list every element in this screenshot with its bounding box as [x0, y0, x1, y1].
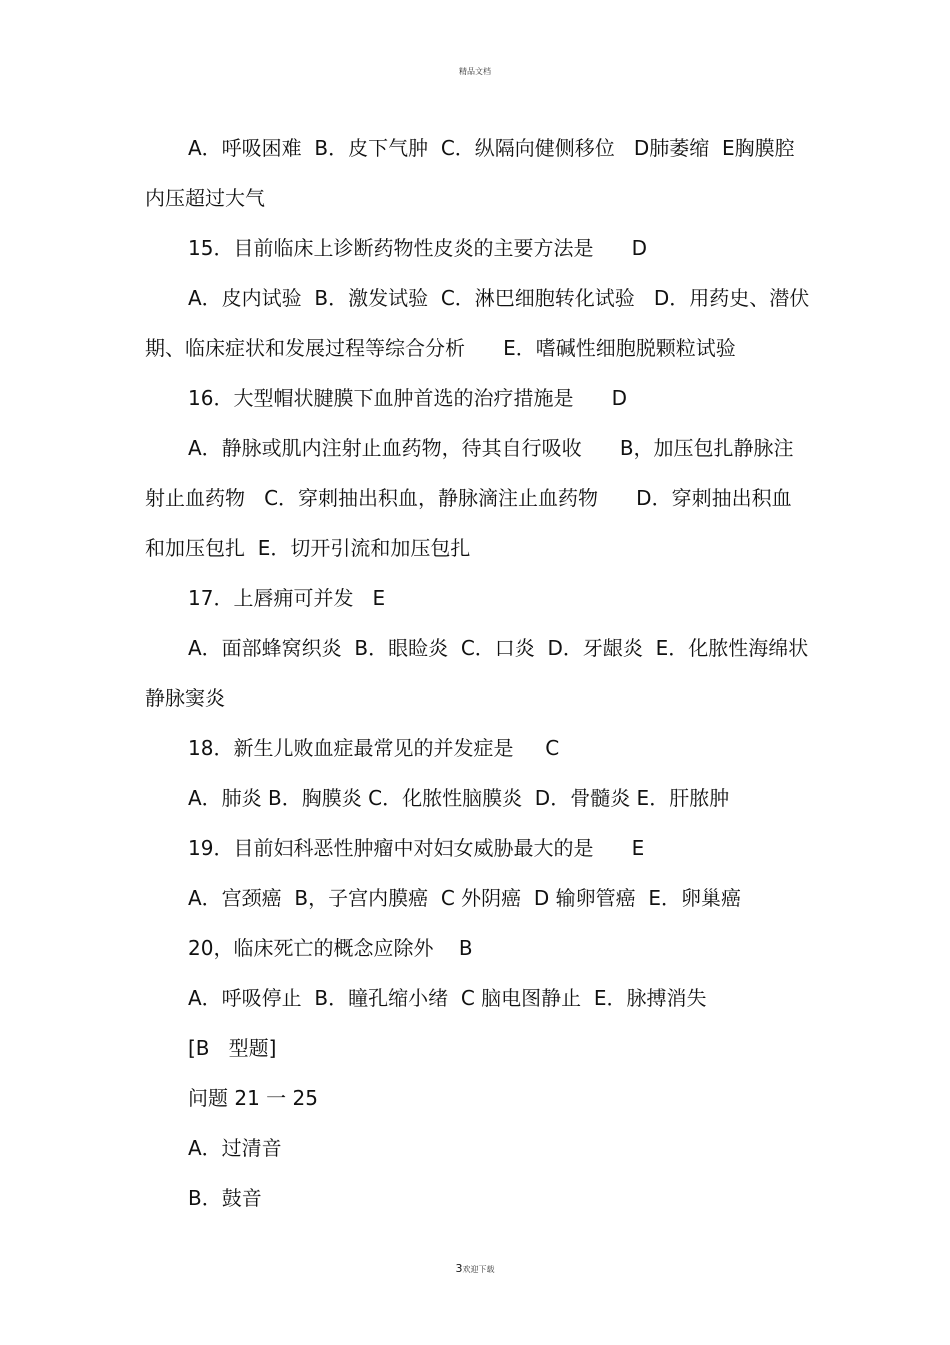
question-19-stem: 19．目前妇科恶性肿瘤中对妇女威胁最大的是 E — [188, 836, 645, 860]
question-group-heading: 问题 21 一 25 — [188, 1086, 318, 1110]
question-17-options: A．面部蜂窝织炎 B．眼睑炎 C．口炎 D．牙龈炎 E．化脓性海绵状静脉窦炎 — [145, 636, 809, 710]
question-18-options: A．肺炎 B．胸膜炎 C．化脓性脑膜炎 D．骨髓炎 E．肝脓肿 — [188, 786, 730, 810]
page-footer — [0, 1262, 950, 1275]
page-header: 精品文档 — [459, 67, 491, 76]
question-20-options: A．呼吸停止 B．瞳孔缩小绪 C 脑电图静止 E．脉搏消失 — [188, 986, 707, 1010]
question-16-stem: 16．大型帽状腱膜下血肿首选的治疗措施是 D — [188, 386, 627, 410]
question-19-options: A．宫颈癌 B，子宫内膜癌 C 外阴癌 D 输卵管癌 E．卵巢癌 — [188, 886, 741, 910]
section-heading-b-type: [B 型题] — [188, 1036, 277, 1060]
question-18-stem: 18．新生儿败血症最常见的并发症是 C — [188, 736, 560, 760]
question-14-options: A．呼吸困难 B．皮下气肿 C．纵隔向健侧移位 D肺萎缩 E胸膜腔内压超过大气 — [145, 136, 795, 210]
question-15-options: A．皮内试验 B．激发试验 C．淋巴细胞转化试验 D．用药史、潜伏期、临床症状和发展过程等综合分析 E．嗜碱性细胞脱颗粒试验 — [145, 286, 810, 360]
question-16-options: A．静脉或肌内注射止血药物，待其自行吸收 B，加压包扎静脉注射止血药物 C．穿刺抽出积血，静脉滴注止血药物 D．穿刺抽出积血和加压包扎 E．切开引流和加压包扎 — [145, 436, 794, 560]
document-body — [145, 123, 810, 1223]
question-20-stem: 20，临床死亡的概念应除外 B — [188, 936, 473, 960]
question-17-stem: 17．上唇痈可并发 E — [188, 586, 386, 610]
question-15-stem: 15．目前临床上诊断药物性皮炎的主要方法是 D — [188, 236, 647, 260]
footer-text: 欢迎下载 — [462, 1265, 495, 1274]
shared-option-a: A．过清音 — [188, 1136, 282, 1160]
page-number: 3 — [455, 1262, 463, 1275]
shared-option-b: B．鼓音 — [188, 1186, 262, 1210]
